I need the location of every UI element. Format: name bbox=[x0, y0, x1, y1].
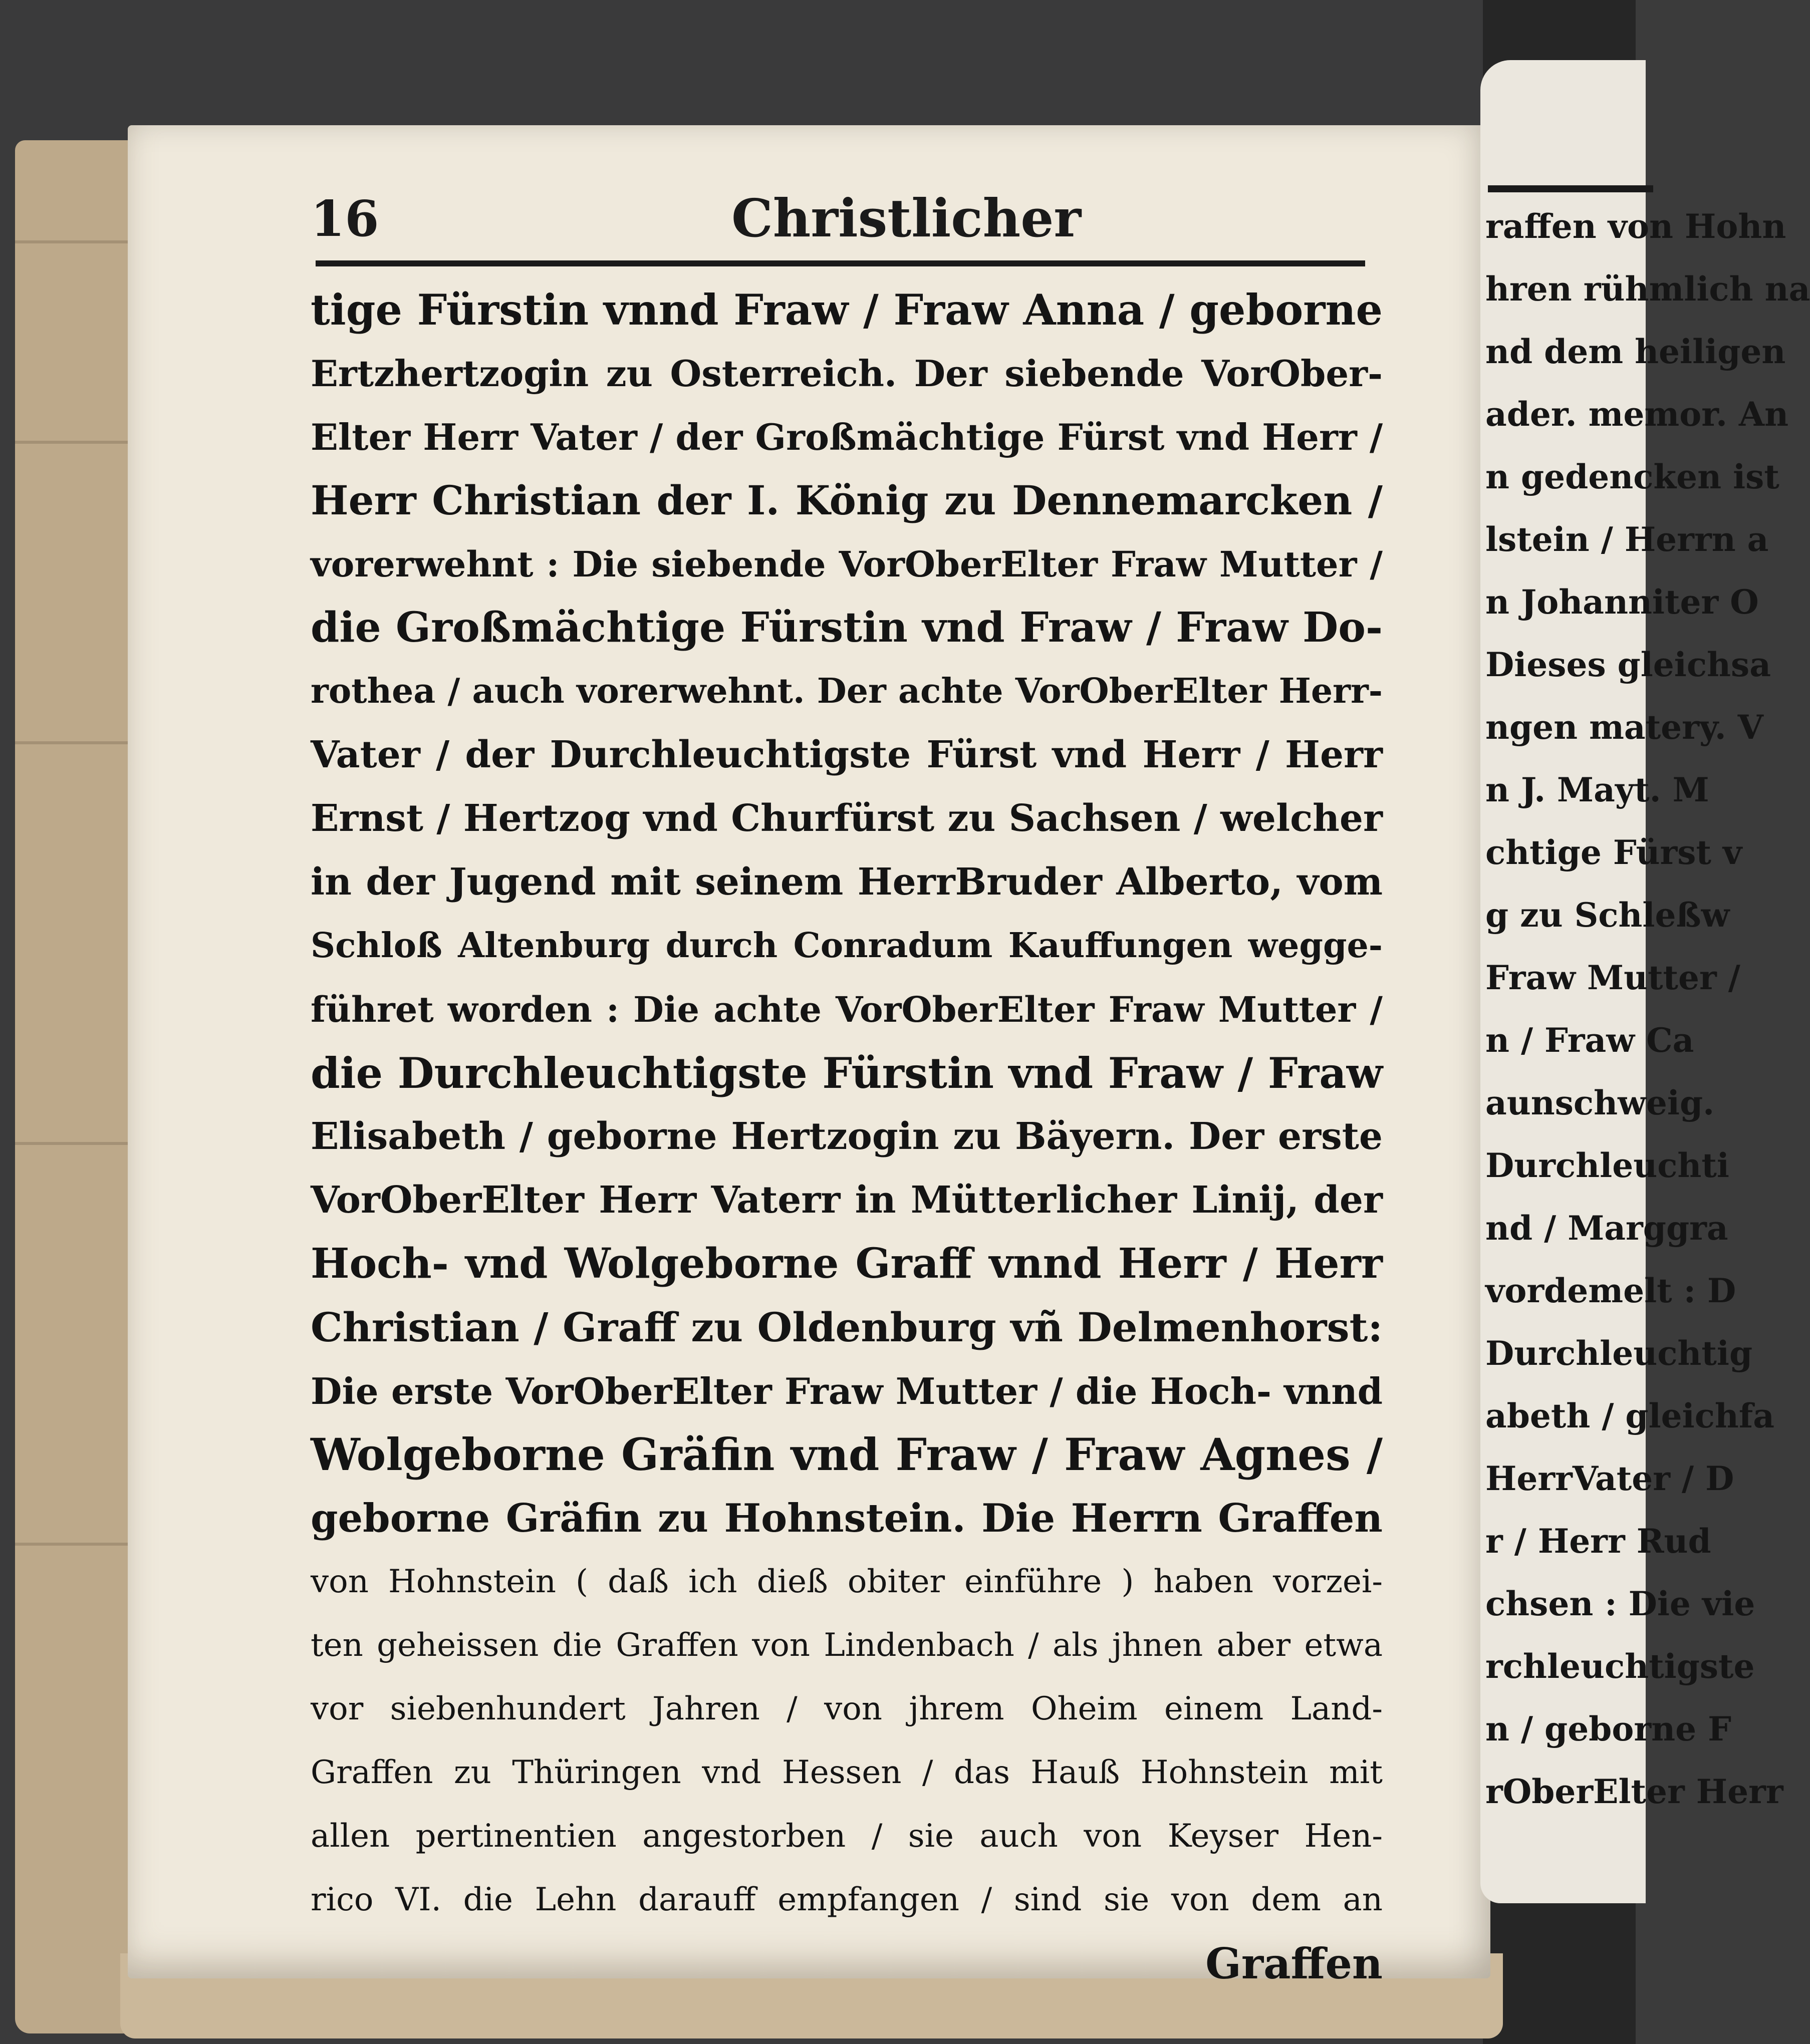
facing-text-line: lstein / Herrn a bbox=[1485, 520, 1769, 559]
text-line: die Großmächtige Fürstin vnd Fraw / Fraw Do- bbox=[311, 604, 1383, 652]
text-line: ten geheissen die Graffen von Lindenbach / als jhnen aber etwa bbox=[311, 1627, 1383, 1664]
text-line: Hoch- vnd Wolgeborne Graff vnnd Herr / Herr bbox=[311, 1240, 1383, 1288]
facing-text-line: Durchleuchtig bbox=[1485, 1334, 1753, 1373]
facing-text-line: r / Herr Rud bbox=[1485, 1522, 1711, 1561]
text-line: Graffen zu Thüringen vnd Hessen / das Hauß Hohnstein mit bbox=[311, 1754, 1383, 1791]
text-line: von Hohnstein ( daß ich dieß obiter einführe ) haben vorzei- bbox=[311, 1563, 1383, 1600]
text-line: vorerwehnt : Die siebende VorOberElter Fraw Mutter / bbox=[311, 543, 1383, 585]
text-line: rico VI. die Lehn darauff empfangen / sind sie von dem an bbox=[311, 1881, 1383, 1918]
text-line: rothea / auch vorerwehnt. Der achte VorOberElter Herr- bbox=[311, 671, 1383, 711]
text-line: Vater / der Durchleuchtigste Fürst vnd Herr / Herr bbox=[311, 733, 1383, 776]
text-line: geborne Gräfin zu Hohnstein. Die Herrn Graffen bbox=[311, 1496, 1383, 1541]
text-line: Ertzhertzogin zu Osterreich. Der siebende VorOber- bbox=[311, 352, 1383, 395]
body-text bbox=[311, 278, 1383, 1995]
text-line: Christian / Graff zu Oldenburg vñ Delmenhorst: bbox=[311, 1304, 1383, 1351]
facing-text-line: abeth / gleichfa bbox=[1485, 1396, 1775, 1435]
facing-text-line: hren rühmlich na bbox=[1485, 269, 1810, 309]
facing-text-line: chtige Fürst v bbox=[1485, 833, 1742, 872]
facing-text-line: n Johanniter O bbox=[1485, 582, 1759, 622]
text-line: tige Fürstin vnnd Fraw / Fraw Anna / geborne bbox=[311, 285, 1383, 335]
facing-text-line: rchleuchtigste bbox=[1485, 1647, 1755, 1686]
page-number: 16 bbox=[311, 190, 379, 248]
facing-text-line: HerrVater / D bbox=[1485, 1459, 1734, 1498]
facing-text-line: n J. Mayt. M bbox=[1485, 770, 1709, 809]
facing-text-line: n gedencken ist bbox=[1485, 457, 1779, 496]
catchword: Graffen bbox=[1205, 1939, 1383, 1988]
facing-text-line: chsen : Die vie bbox=[1485, 1584, 1755, 1623]
running-head: Christlicher bbox=[731, 187, 1082, 249]
header-rule bbox=[316, 260, 1365, 266]
facing-text-line: Fraw Mutter / bbox=[1485, 958, 1740, 997]
facing-page bbox=[1480, 60, 1810, 1903]
facing-text-line: Durchleuchti bbox=[1485, 1146, 1729, 1185]
page-edges bbox=[15, 140, 135, 2033]
facing-text-line: nd dem heiligen bbox=[1485, 332, 1786, 371]
facing-text bbox=[1485, 195, 1810, 1823]
facing-text-line: ader. memor. An bbox=[1485, 395, 1789, 434]
text-line: allen pertinentien angestorben / sie auch von Keyser Hen- bbox=[311, 1818, 1383, 1855]
facing-text-line: rOberElter Herr bbox=[1485, 1772, 1783, 1811]
facing-text-line: vordemelt : D bbox=[1485, 1271, 1736, 1310]
facing-header-rule bbox=[1488, 185, 1653, 192]
text-line: Elter Herr Vater / der Großmächtige Fürst vnd Herr / bbox=[311, 416, 1383, 458]
facing-text-line: n / Fraw Ca bbox=[1485, 1021, 1694, 1060]
facing-text-line: g zu Schleßw bbox=[1485, 896, 1730, 935]
text-line: Herr Christian der I. König zu Dennemarcken / bbox=[311, 477, 1383, 524]
text-line: vor siebenhundert Jahren / von jhrem Oheim einem Land- bbox=[311, 1690, 1383, 1727]
facing-text-line: n / geborne F bbox=[1485, 1709, 1731, 1748]
text-line: VorOberElter Herr Vaterr in Mütterlicher Linij, der bbox=[311, 1179, 1383, 1222]
text-line: Die erste VorOberElter Fraw Mutter / die Hoch- vnnd bbox=[311, 1370, 1383, 1412]
facing-text-line: Dieses gleichsa bbox=[1485, 645, 1771, 684]
text-line: die Durchleuchtigste Fürstin vnd Fraw / Fraw bbox=[311, 1048, 1383, 1098]
facing-text-line: nd / Marggra bbox=[1485, 1209, 1728, 1248]
text-line: in der Jugend mit seinem HerrBruder Alberto, vom bbox=[311, 860, 1383, 904]
text-line: Schloß Altenburg durch Conradum Kauffungen wegge- bbox=[311, 926, 1383, 966]
facing-text-line: raffen von Hohn bbox=[1485, 207, 1786, 246]
text-line: Elisabeth / geborne Hertzogin zu Bäyern. Der erste bbox=[311, 1115, 1383, 1158]
facing-text-line: aunschweig. bbox=[1485, 1083, 1715, 1122]
facing-text-line: ngen matery. V bbox=[1485, 708, 1763, 747]
text-line: Wolgeborne Gräfin vnd Fraw / Fraw Agnes / bbox=[311, 1428, 1383, 1481]
text-line: Ernst / Hertzog vnd Churfürst zu Sachsen / welcher bbox=[311, 797, 1383, 840]
text-line: führet worden : Die achte VorOberElter Fraw Mutter / bbox=[311, 989, 1383, 1030]
page-header bbox=[311, 187, 1378, 260]
